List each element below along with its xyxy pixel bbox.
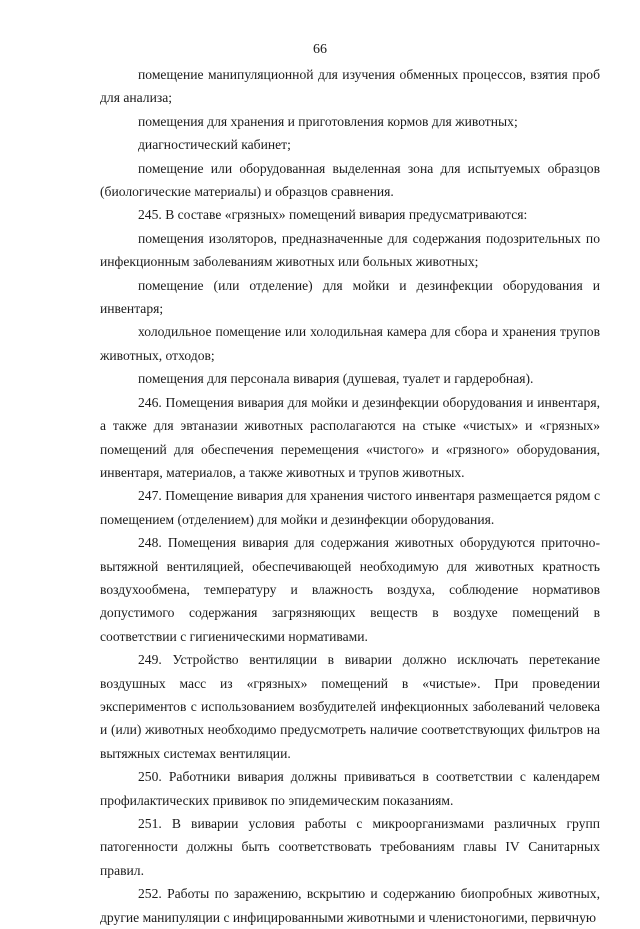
document-body: [100, 63, 600, 929]
clause-248: 248. Помещения вивария для содержания животных оборудуются приточно-вытяжной вентиляцией, обеспечивающей необходимую для животных кратность воздухообмена, температуру и влажность воздуха, соблюдение нормативов допустимого содержания загрязняющих веществ в воздухе помещений в соответствии с гигиеническими нормативами.: [100, 535, 600, 644]
clause-249: 249. Устройство вентиляции в виварии должно исключать перетекание воздушных масс из «грязных» помещений в «чистые». При проведении экспериментов с использованием возбудителей инфекционных заболеваний человека и (или) животных необходимо предусмотреть наличие соответствующих фильтров на вытяжных системах вентиляции.: [100, 652, 600, 761]
clause-246: 246. Помещения вивария для мойки и дезинфекции оборудования и инвентаря, а также для эвтаназии животных располагаются на стыке «чистых» и «грязных» помещений для обеспечения перемещения «чистого» и «грязного» оборудования, инвентаря, материалов, а также животных и трупов животных.: [100, 394, 600, 480]
clause-250: 250. Работники вивария должны прививаться в соответствии с календарем профилактических прививок по эпидемическим показаниям.: [100, 769, 600, 808]
paragraph: холодильное помещение или холодильная камера для сбора и хранения трупов животных, отходов;: [100, 324, 600, 363]
paragraph: диагностический кабинет;: [138, 137, 291, 153]
clause-247: 247. Помещение вивария для хранения чистого инвентаря размещается рядом с помещением (отделением) для мойки и дезинфекции оборудования.: [100, 488, 600, 527]
paragraph: помещение (или отделение) для мойки и дезинфекции оборудования и инвентаря;: [100, 277, 600, 317]
clause-252: 252. Работы по заражению, вскрытию и содержанию биопробных животных, другие манипуляции с инфицированными животными и членистоногими, первичную: [100, 886, 600, 925]
clause-245: 245. В составе «грязных» помещений вивария предусматриваются:: [138, 207, 528, 223]
paragraph: помещения изоляторов, предназначенные для содержания подозрительных по инфекционным заболеваниям животных или больных животных;: [100, 230, 600, 270]
clause-251: 251. В виварии условия работы с микроорганизмами различных групп патогенности должны быть соответствовать требованиям главы IV Санитарных правил.: [100, 816, 600, 878]
paragraph: помещения для хранения и приготовления кормов для животных;: [138, 113, 518, 129]
paragraph: помещение или оборудованная выделенная зона для испытуемых образцов (биологические материалы) и образцов сравнения.: [100, 160, 600, 200]
paragraph: помещение манипуляционной для изучения обменных процессов, взятия проб для анализа;: [100, 67, 600, 106]
paragraph: помещения для персонала вивария (душевая, туалет и гардеробная).: [138, 371, 534, 387]
page-number: 66: [313, 42, 327, 57]
